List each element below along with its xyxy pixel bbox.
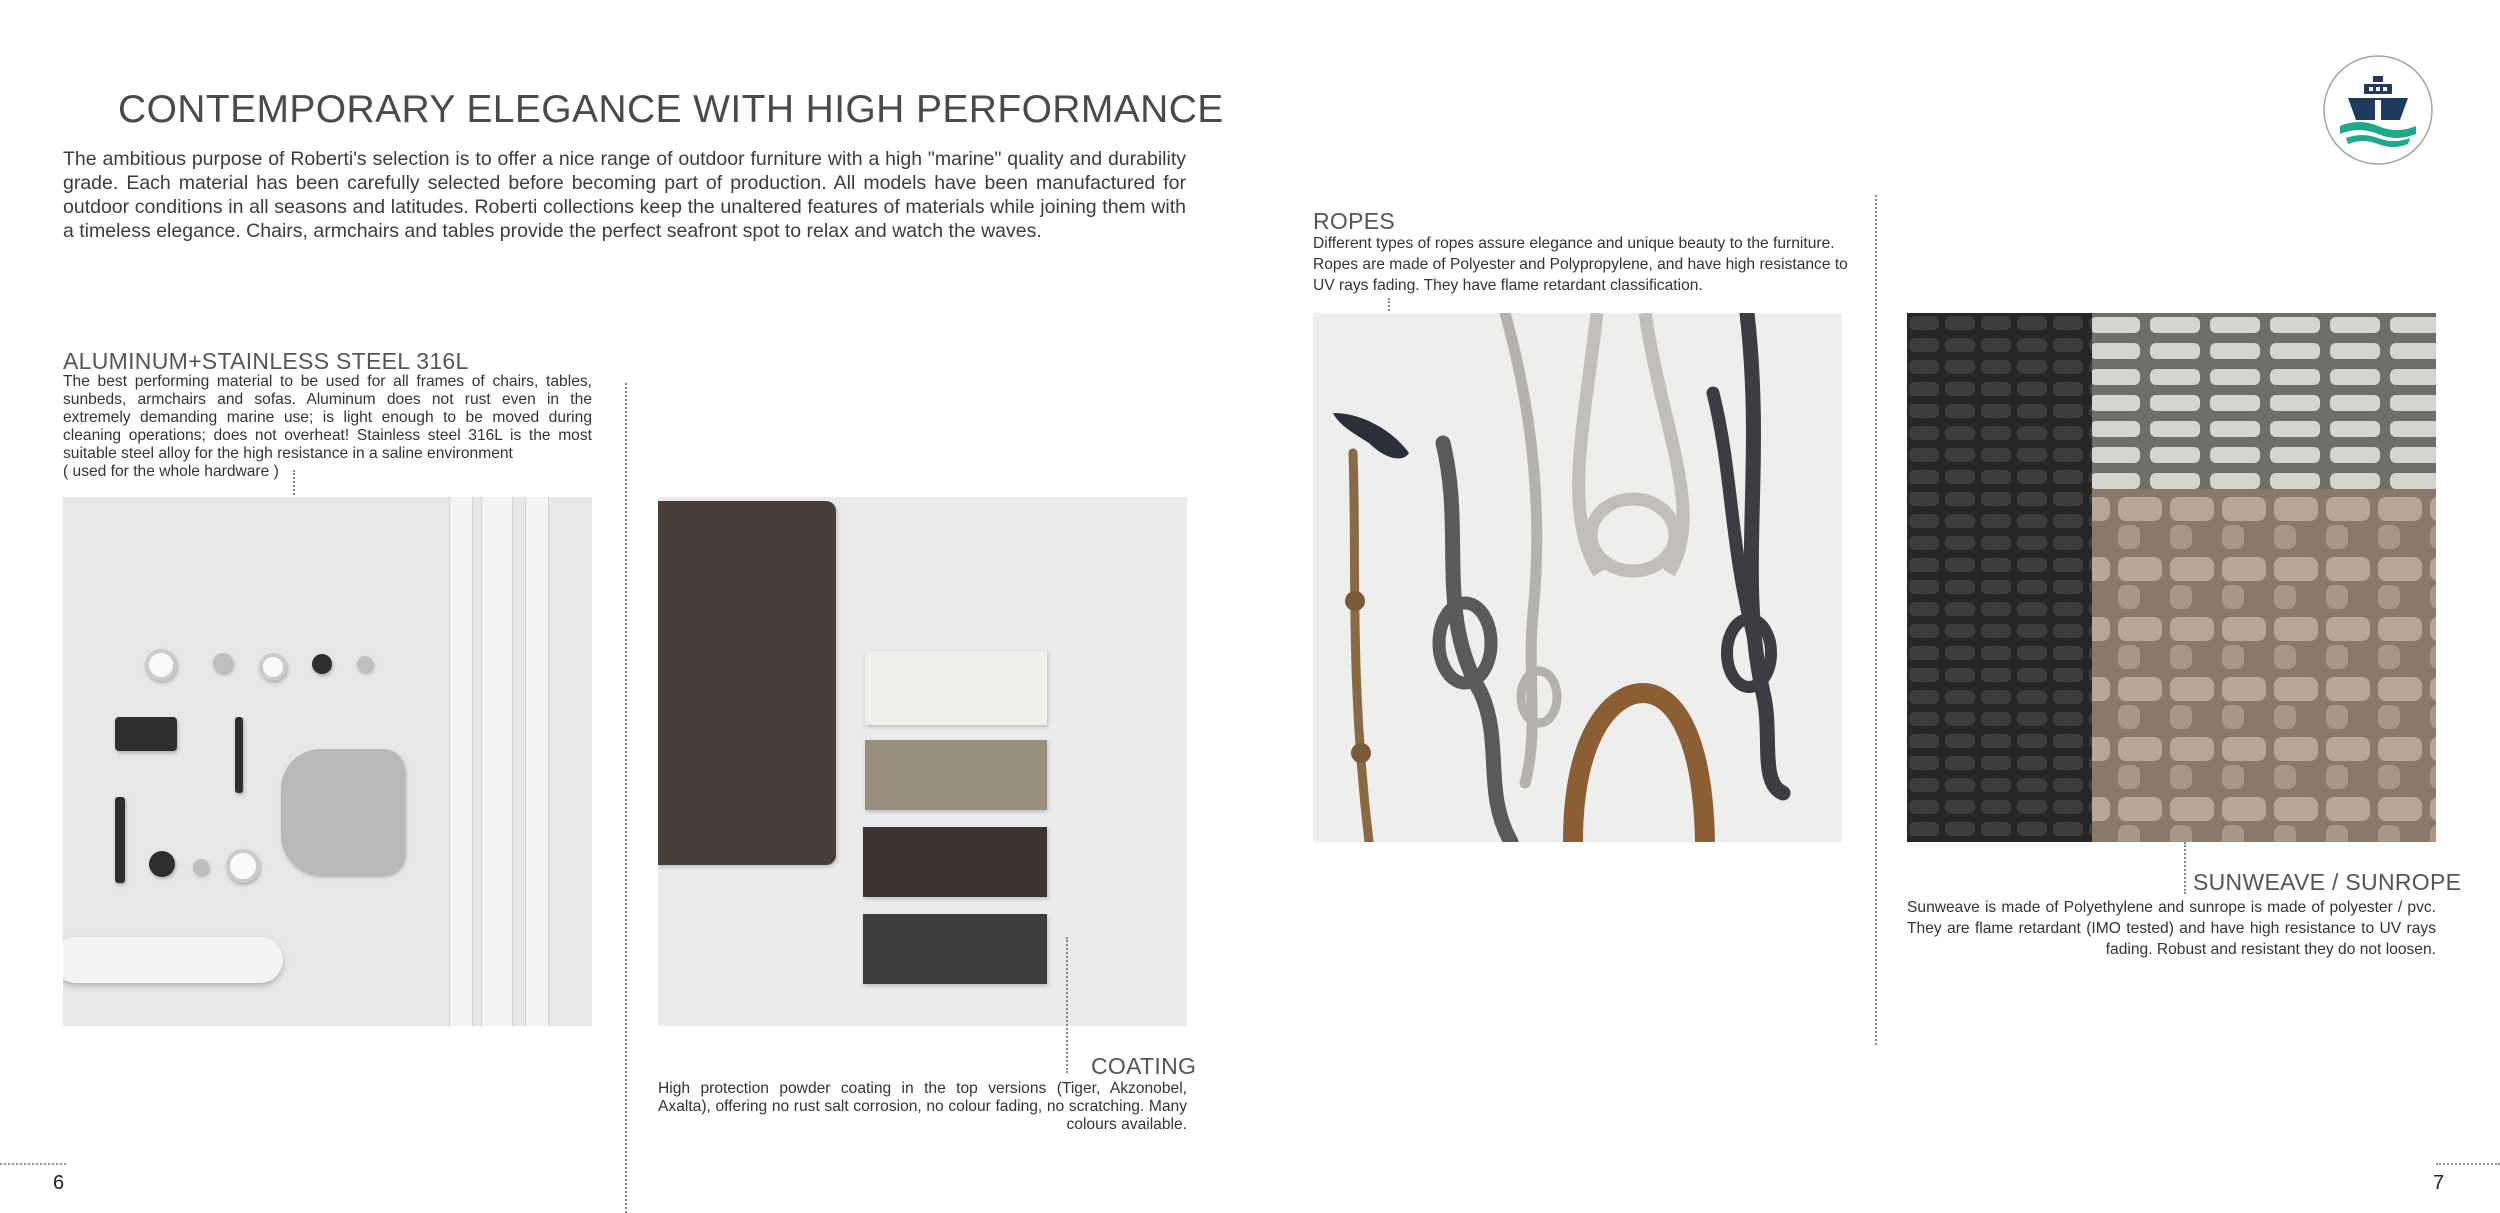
sunweave-photo (1907, 313, 2436, 842)
washer (145, 649, 177, 681)
column-divider-dots (1875, 195, 1877, 1045)
aluminum-body-text: The best performing material to be used for all frames of chairs, tables, sunbeds, armchairs and sofas. Aluminum does not rust even in the extremely demanding marine use; is light enough to be moved during cleaning operations; does not overheat! Stainless steel 316L is the most suitable steel alloy for the high resistance in a saline environment (63, 373, 592, 462)
coating-sample (865, 740, 1047, 810)
aluminum-body (63, 373, 592, 481)
nut (312, 654, 332, 674)
coating-photo (658, 497, 1187, 1026)
coating-sample (865, 651, 1047, 725)
page-number-right: 7 (2433, 1172, 2445, 1194)
rail (481, 497, 513, 1026)
page-number-left: 6 (53, 1172, 65, 1194)
nut (193, 859, 209, 875)
coating-pointer-dots (1066, 937, 1068, 1073)
coating-body: High protection powder coating in the top versions (Tiger, Akzonobel, Axalta), offering no rust salt corrosion, no colour fading, no scratching. Many colours available. (658, 1080, 1187, 1133)
hardware-photo (63, 497, 592, 1026)
nut (213, 653, 233, 673)
rail (525, 497, 549, 1026)
bolt (115, 797, 125, 883)
bolt (235, 717, 243, 793)
hinge-plate (281, 749, 405, 875)
ropes-illustration (1313, 313, 1842, 842)
nut (357, 656, 373, 672)
ship-icon (2322, 54, 2434, 166)
aluminum-body-note: ( used for the whole hardware ) (63, 463, 279, 480)
knob (149, 851, 175, 877)
ropes-photo (1313, 313, 1842, 842)
page-divider-dots (625, 383, 627, 1213)
rail (449, 497, 473, 1026)
weave-illustration (1907, 313, 2436, 842)
page-title: CONTEMPORARY ELEGANCE WITH HIGH PERFORMANCE (118, 88, 1224, 131)
aluminum-title: ALUMINUM+STAINLESS STEEL 316L (63, 348, 469, 374)
ropes-title: ROPES (1313, 208, 1396, 234)
brand-logo (2322, 54, 2434, 166)
coating-sample (863, 827, 1047, 897)
tube (63, 937, 283, 983)
coating-sample-large (658, 501, 836, 865)
washer (226, 849, 260, 883)
bracket (115, 717, 177, 751)
ropes-body: Different types of ropes assure elegance and unique beauty to the furniture. Ropes are made of Polyester and Polypropylene, and have high resistance to UV rays fading. They have flame retardant classification. (1313, 235, 1848, 294)
intro-paragraph: The ambitious purpose of Roberti's selection is to offer a nice range of outdoor furniture with a high "marine" quality and durability grade. Each material has been carefully selected before becoming part of production. All models have been manufactured for outdoor conditions in all seasons and latitudes. Roberti collections keep the unaltered features of materials while joining them with a timeless elegance. Chairs, armchairs and tables provide the perfect seafront spot to relax and watch the waves. (63, 148, 1186, 242)
page-edge-dots (2436, 1163, 2500, 1165)
washer (259, 653, 287, 681)
sunweave-pointer-dots (2184, 842, 2186, 894)
sunweave-title: SUNWEAVE / SUNROPE (2193, 869, 2462, 895)
sunweave-body: Sunweave is made of Polyethylene and sunrope is made of polyester / pvc. They are flame retardant (IMO tested) and have high resistance to UV rays fading. Robust and resistant they do not loosen. (1907, 899, 2436, 958)
page-edge-dots (0, 1163, 66, 1165)
coating-title: COATING (1091, 1053, 1197, 1079)
coating-sample (863, 914, 1047, 984)
